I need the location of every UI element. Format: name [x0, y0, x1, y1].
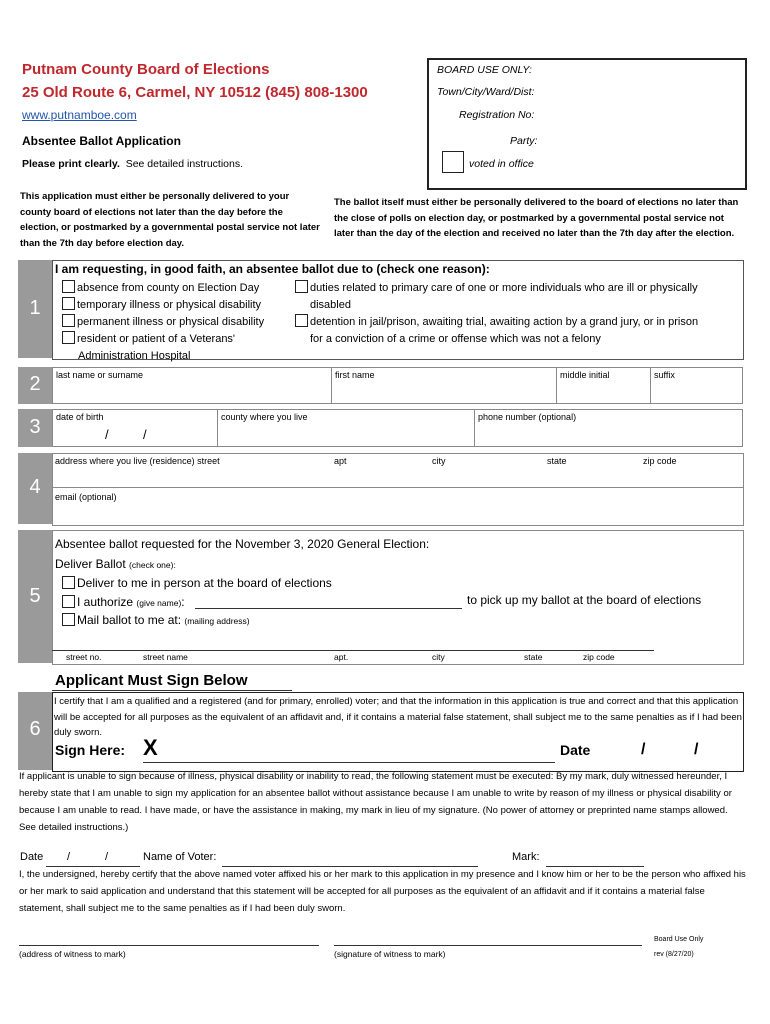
section-6-number: 6 [18, 718, 52, 741]
reason-primary-care-checkbox[interactable] [295, 280, 308, 293]
revision-date: rev (8/27/20) [654, 951, 694, 958]
sign-here-label: Sign Here: [55, 742, 126, 758]
witness-address-line[interactable] [19, 945, 319, 946]
reason-absence[interactable] [62, 280, 264, 297]
reason-permanent-label: permanent illness or physical disability [77, 316, 265, 328]
residence-state-label: state [547, 456, 567, 466]
applicant-sign-heading: Applicant Must Sign Below [55, 672, 248, 689]
email-label: email (optional) [55, 492, 117, 502]
board-use-only-note: Board Use Only [654, 936, 704, 943]
reason-veterans-label-2: Administration Hospital [78, 350, 191, 362]
reason-temporary-label: temporary illness or physical disability [77, 299, 262, 311]
reason-veterans[interactable] [62, 331, 264, 348]
mail-city-label: city [432, 652, 445, 662]
give-name-note: (give name) [136, 598, 182, 608]
deliver-mail-label: Mail ballot to me at: [77, 613, 182, 627]
county-field[interactable] [217, 409, 475, 447]
see-instructions: See detailed instructions. [125, 158, 244, 170]
middle-initial-field[interactable] [556, 367, 651, 404]
reason-absence-checkbox[interactable] [62, 280, 75, 293]
first-name-label: first name [335, 370, 375, 380]
reason-permanent-checkbox[interactable] [62, 314, 75, 327]
reason-veterans-checkbox[interactable] [62, 331, 75, 344]
section-2-number: 2 [18, 373, 52, 396]
check-one-note: (check one): [129, 560, 176, 570]
suffix-label: suffix [654, 370, 675, 380]
signature-line[interactable] [143, 762, 555, 763]
reason-detention-label-2: for a conviction of a crime or offense which was not a felony [310, 333, 601, 345]
board-use-title: BOARD USE ONLY: [437, 64, 532, 76]
name-of-voter-label: Name of Voter: [143, 851, 217, 863]
dob-slash-2: / [143, 427, 147, 442]
dob-field[interactable] [52, 409, 218, 447]
deliver-option-mail[interactable] [62, 613, 250, 627]
mark-date-slash-1: / [67, 851, 71, 863]
form-title: Absentee Ballot Application [22, 134, 181, 148]
mail-state-label: state [524, 652, 543, 662]
witness-signature-label: (signature of witness to mark) [334, 949, 446, 959]
dob-slash-1: / [105, 427, 109, 442]
deliver-authorize-checkbox[interactable] [62, 595, 75, 608]
residence-city-label: city [432, 456, 446, 466]
reason-detention[interactable] [295, 314, 698, 331]
reason-primary-care[interactable] [295, 280, 698, 297]
reason-detention-checkbox[interactable] [295, 314, 308, 327]
notice-left: This application must either be personally delivered to your county board of elections not later than the day before the election, or postmarked by a governmental postal service not later than the 7th day before election day. [20, 191, 320, 249]
website-link[interactable]: www.putnamboe.com [22, 108, 137, 122]
reason-primary-care-label-2: disabled [310, 299, 351, 311]
print-clearly: Please print clearly. [22, 158, 120, 170]
mail-street-name-label: street name [143, 652, 188, 662]
reasons-left [62, 280, 264, 365]
deliver-mail-checkbox[interactable] [62, 613, 75, 626]
mark-label: Mark: [512, 851, 540, 863]
last-name-label: last name or surname [56, 370, 144, 380]
sign-date-label: Date [560, 742, 591, 758]
phone-field[interactable] [474, 409, 743, 447]
first-name-field[interactable] [331, 367, 557, 404]
reason-veterans-label: resident or patient of a Veterans' [77, 333, 236, 345]
suffix-field[interactable] [650, 367, 743, 404]
ballot-requested: Absentee ballot requested for the November 3, 2020 General Election: [55, 537, 430, 551]
section-1-number: 1 [18, 297, 52, 320]
deliver-person-label: Deliver to me in person at the board of elections [77, 576, 332, 590]
residence-zip-label: zip code [643, 456, 677, 466]
deliver-person-checkbox[interactable] [62, 576, 75, 589]
witness-signature-line[interactable] [334, 945, 642, 946]
county-label: county where you live [221, 412, 308, 422]
voted-checkbox[interactable] [442, 151, 464, 173]
unable-to-sign-text: If applicant is unable to sign because of illness, physical disability or inability to read, the following statement must be executed: By my mark, duly witnessed hereunder, I hereby state that I am unable to sign my application for an absentee ballot without assistance because I am unable to write by reason of my illness or physical disability or because I am unable to read. I have made, or have the assistance in making, my mark in lieu of my signature. (No power of attorney or preprinted name stamps allowed. See detailed instructions.) [19, 771, 732, 833]
deliver-authorize-label: I authorize [77, 595, 134, 609]
reason-detention-label: detention in jail/prison, awaiting trial, awaiting action by a grand jury, or in prison [310, 316, 699, 328]
email-field[interactable] [53, 488, 742, 523]
phone-label: phone number (optional) [478, 412, 577, 422]
town-label: Town/City/Ward/Dist: [437, 86, 535, 98]
mailing-address-line[interactable] [52, 650, 654, 651]
mail-zip-label: zip code [583, 652, 615, 662]
witness-address-label: (address of witness to mark) [19, 949, 126, 959]
deliver-option-authorize[interactable] [62, 595, 185, 609]
voted-label: voted in office [469, 158, 534, 170]
mailing-address-note: (mailing address) [184, 616, 250, 626]
registration-label: Registration No: [459, 109, 535, 121]
deliver-ballot-label: Deliver Ballot [55, 557, 126, 571]
residence-apt-label: apt [334, 456, 347, 466]
witness-certify-text: I, the undersigned, hereby certify that the above named voter affixed his or her mark to this application in my presence and I know him or her to be the person who affixed his or her mark to said application and understand that this statement will be accepted for all purposes as the equivalent of an affidavit and if it contains a material false statement, shall subject me to the same penalties as if I had been duly sworn. [19, 869, 746, 914]
reason-temporary-checkbox[interactable] [62, 297, 75, 310]
authorized-name-line[interactable] [195, 608, 462, 609]
mail-apt-label: apt. [334, 652, 349, 662]
mail-street-no-label: street no. [66, 652, 102, 662]
org-name: Putnam County Board of Elections [22, 61, 270, 78]
reason-temporary[interactable] [62, 297, 264, 314]
sign-date-slash-1: / [641, 741, 646, 758]
certify-text: I certify that I am a qualified and a registered (and for primary, enrolled) voter; and that the information in this application is true and correct and that this application will be accepted for all purposes as the equivalent of an affidavit and, if it contains a material false statement, shall subject me to the same penalties as if I had been duly sworn. [54, 696, 742, 738]
heading-underline [52, 690, 292, 691]
section-3-number: 3 [18, 416, 52, 439]
board-use-box [427, 58, 747, 190]
mark-date-slash-2: / [105, 851, 109, 863]
last-name-field[interactable] [52, 367, 332, 404]
org-address: 25 Old Route 6, Carmel, NY 10512 (845) 808-1300 [22, 84, 368, 101]
residence-street-label: address where you live (residence) street [55, 456, 220, 466]
reason-absence-label: absence from county on Election Day [77, 282, 260, 294]
section-1-heading: I am requesting, in good faith, an absentee ballot due to (check one reason): [55, 262, 490, 276]
dob-label: date of birth [56, 412, 104, 422]
sign-date-slash-2: / [694, 741, 699, 758]
section-4-number: 4 [18, 476, 52, 499]
print-instructions [22, 158, 243, 170]
deliver-option-person[interactable] [62, 576, 332, 590]
middle-initial-label: middle initial [560, 370, 610, 380]
reason-primary-care-label: duties related to primary care of one or more individuals who are ill or physically [310, 282, 698, 294]
notice-right: The ballot itself must either be personally delivered to the board of elections no later than the close of polls on election day, or postmarked by a governmental postal service not later than the day of the election and received no later than the 7th day after the election. [334, 197, 739, 239]
authorize-rest: to pick up my ballot at the board of elections [467, 593, 702, 607]
residence-address-field[interactable] [53, 452, 742, 487]
mark-date-label: Date [20, 851, 44, 863]
x-mark: X [143, 735, 158, 760]
deliver-ballot [55, 557, 176, 571]
reasons-right [295, 280, 698, 348]
authorize-colon: : [181, 595, 185, 609]
reason-permanent[interactable] [62, 314, 264, 331]
section-5-number: 5 [18, 585, 52, 608]
party-label: Party: [510, 135, 538, 147]
